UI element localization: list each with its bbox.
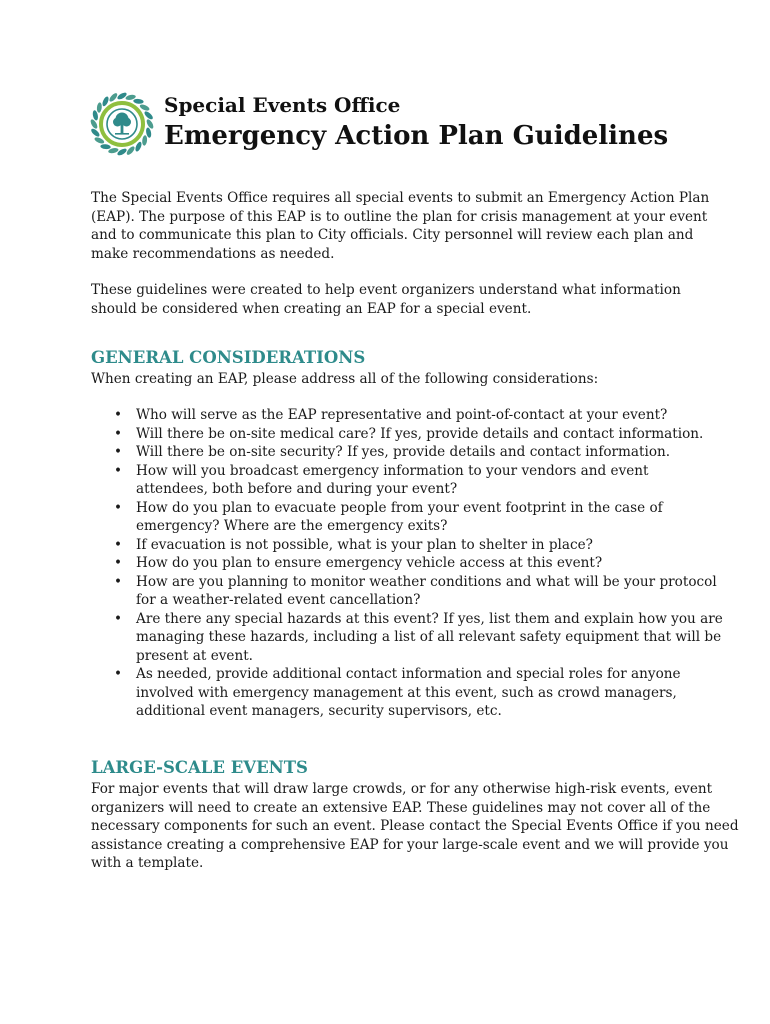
consideration-line: Are there any special hazards at this event? If yes, list them and explain how you are [136,610,723,627]
consideration-line: How are you planning to monitor weather conditions and what will be your protocol [136,573,717,590]
laurel-leaf [145,118,154,129]
bullet-icon: • [114,666,123,682]
large-scale-line: organizers will need to create an extensive EAP. These guidelines may not cover all of the [91,799,711,816]
consideration-line: for a weather-related event cancellation? [136,592,421,608]
consideration-item [91,499,711,536]
bullet-icon: • [114,610,123,627]
consideration-item [91,573,717,610]
laurel-leaf [142,135,148,146]
consideration-line: If evacuation is not possible, what is your plan to shelter in place? [136,536,593,553]
consideration-item [91,425,711,444]
consideration-item [91,610,723,666]
consideration-item [91,536,711,555]
large-scale-line: with a template. [91,855,204,871]
consideration-line: Will there be on-site medical care? If yes, provide details and contact information. [136,425,704,442]
intro-line: (EAP). The purpose of this EAP is to outline the plan for crisis management at your event [91,208,708,225]
city-seal-logo [88,90,156,158]
consideration-item [91,443,711,462]
consideration-line: Who will serve as the EAP representative and point-of-contact at your event? [136,407,668,423]
laurel-leaf [90,127,101,138]
consideration-line: attendees, both before and during your event? [136,481,458,497]
bullet-icon: • [114,536,123,553]
large-scale-line: necessary components for such an event. Please contact the Special Events Office if you need [91,818,739,834]
consideration-item [91,665,711,721]
consideration-line: As needed, provide additional contact information and special roles for anyone [136,666,681,682]
laurel-leaf [116,91,127,100]
bullet-icon: • [114,573,123,590]
laurel-leaf [89,118,98,129]
large-scale-line: assistance creating a comprehensive EAP for your large-scale event and we will provide you [91,836,729,853]
laurel-leaf [133,98,144,104]
bullet-icon: • [114,555,123,571]
consideration-line: involved with emergency management at this event, such as crowd managers, [136,684,677,701]
bullet-icon: • [114,407,123,423]
purpose-line: These guidelines were created to help event organizers understand what information [91,282,681,298]
consideration-line: Will there be on-site security? If yes, provide details and contact information. [136,444,671,460]
consideration-line: How will you broadcast emergency information to your vendors and event [136,462,649,479]
consideration-item [91,462,711,499]
consideration-line: additional event managers, security supervisors, etc. [136,703,502,719]
laurel-leaf [116,147,127,156]
bullet-icon: • [114,499,123,516]
laurel-leaf [125,145,136,156]
office-name: Special Events Office [164,93,401,117]
bullet-icon: • [114,425,123,442]
general-considerations-lead: When creating an EAP, please address all of the following considerations: [91,371,599,387]
bullet-icon: • [114,462,123,479]
purpose-line: should be considered when creating an EAP for a special event. [91,300,532,317]
guidelines-purpose-paragraph [91,281,681,318]
laurel-leaf [143,110,154,121]
consideration-item [91,554,711,573]
general-considerations-heading: GENERAL CONSIDERATIONS [91,348,366,367]
consideration-line: How do you plan to ensure emergency vehicle access at this event? [136,555,603,571]
consideration-line: managing these hazards, including a list of all relevant safety equipment that will be [136,629,722,645]
bullet-icon: • [114,444,123,460]
intro-paragraph [91,189,709,263]
considerations-list [91,406,723,721]
laurel-leaf [108,92,119,103]
intro-line: make recommendations as needed. [91,245,335,262]
large-scale-events-heading: LARGE-SCALE EVENTS [91,758,308,777]
consideration-item [91,406,711,425]
document-title: Emergency Action Plan Guidelines [164,121,669,151]
laurel-leaf [100,144,111,150]
laurel-leaf [96,102,102,113]
intro-line: The Special Events Office requires all special events to submit an Emergency Action Plan [91,190,710,206]
consideration-line: How do you plan to evacuate people from your event footprint in the case of [136,499,663,516]
large-scale-line: For major events that will draw large crowds, or for any otherwise high-risk events, event [91,781,713,797]
large-scale-events-paragraph [91,780,739,873]
intro-line: and to communicate this plan to City officials. City personnel will review each plan and [91,227,694,243]
consideration-line: emergency? Where are the emergency exits? [136,518,448,534]
consideration-line: present at event. [136,647,254,664]
